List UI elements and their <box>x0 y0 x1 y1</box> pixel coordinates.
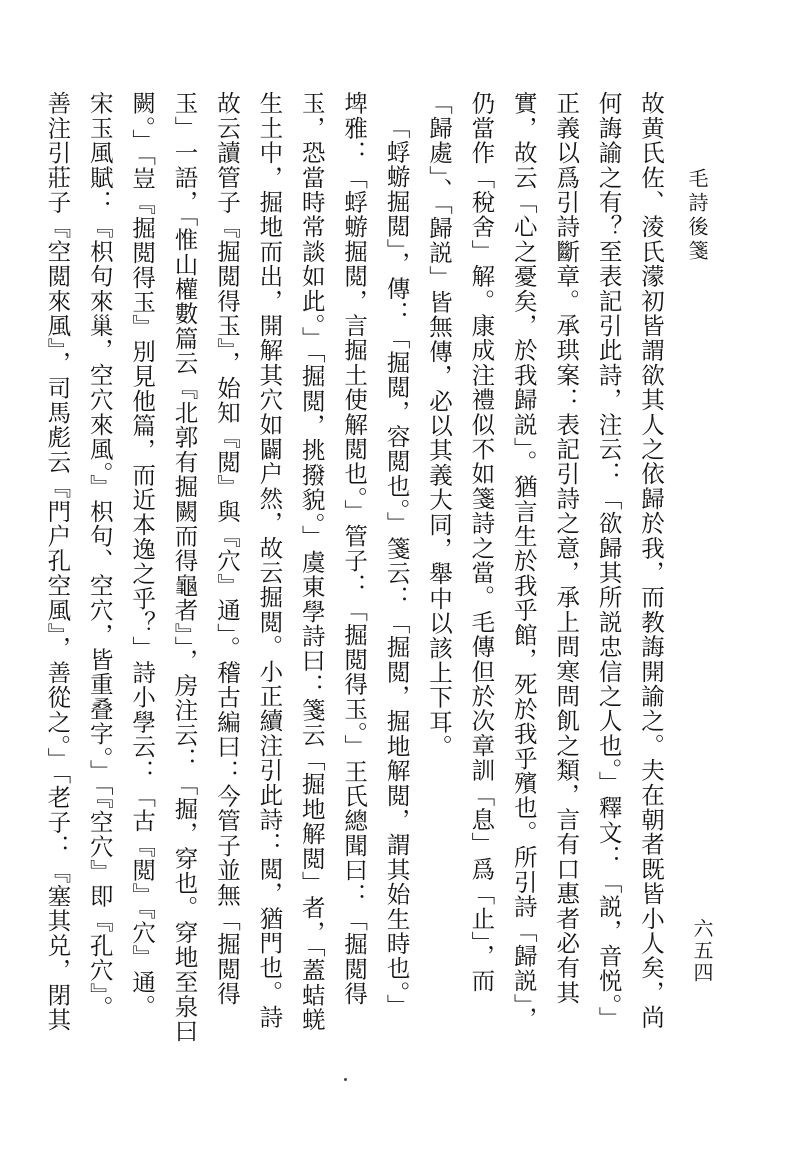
text-column: 玉」一語，「惟山權數篇云『北郭有掘闕而得龜者』」，房注云：「掘，穿也。穿地至泉曰 <box>170 91 199 1044</box>
text-column: 宋玉風賦：『枳句來巢，空穴來風。』枳句、空穴，皆重叠字。」「『空穴』即『孔穴』。 <box>85 91 114 1021</box>
text-column: 實，故云「心之憂矣，於我歸説」。猶言生於我乎館，死於我乎殯也。所引詩「歸説」， <box>509 91 538 1031</box>
text-column: 故黄氏佐、淩氏濛初皆謂欲其人之依歸於我，而教誨開諭之。夫在朝者既皆小人矣，尚 <box>637 91 665 1030</box>
text-column: 生土中，掘地而出，開解其穴如闢户然，故云掘閲。小正續注引此詩：閲，猶門也。詩 <box>255 91 284 1030</box>
text-body <box>43 91 672 1111</box>
text-column: 「歸處」、「歸説」皆無傳，必以其義大同，舉中以該上下耳。 <box>424 91 453 760</box>
text-column: 闕。」「豈『掘閲得玉』別見他篇，而近本逸之乎？」詩小學云：「古『閲』『穴』通。 <box>128 91 157 1020</box>
running-title: 毛詩後箋 <box>685 168 709 264</box>
text-column: 仍當作「稅舍」解。康成注禮似不如箋詩之當。毛傳但於次章訓「息」爲「止」，而 <box>467 91 496 994</box>
scan-speck <box>344 1078 347 1081</box>
text-column: 故云讀管子『掘閲得玉』，始知『閲』與『穴』通」。稽古編曰：今管子並無「掘閲得 <box>212 91 241 1007</box>
text-column: 善注引莊子『空閲來風』，司馬彪云『門户孔空風』，善從之。」「老子：『塞其兑，閉其 <box>43 91 72 1032</box>
text-column: 玉，恐當時常談如此。」「掘閲，挑撥貌。」虞東學詩曰：箋云「掘地解閲」者，「蓋蛣蜣 <box>297 91 326 1032</box>
text-column: 埤雅：「蜉蝣掘閲，言掘土使解閲也。」管子：「掘閲得玉。」王氏總聞曰：「掘閲得 <box>340 91 369 1007</box>
page-number: 六五四 <box>690 918 714 984</box>
text-column: 「蜉蝣掘閲」，傳：「掘閲，容閲也。」箋云：「掘閲，掘地解閲，謂其始生時也。」 <box>382 115 411 1019</box>
text-column: 何誨諭之有？至表記引此詩，注云：「欲歸其所説忠信之人也。」釋文：「説，音悦。」 <box>594 91 623 1031</box>
text-column: 正義以爲引詩斷章。承珙案：表記引詩之意，承上問寒問飢之類，言有口惠者必有其 <box>552 91 581 1005</box>
